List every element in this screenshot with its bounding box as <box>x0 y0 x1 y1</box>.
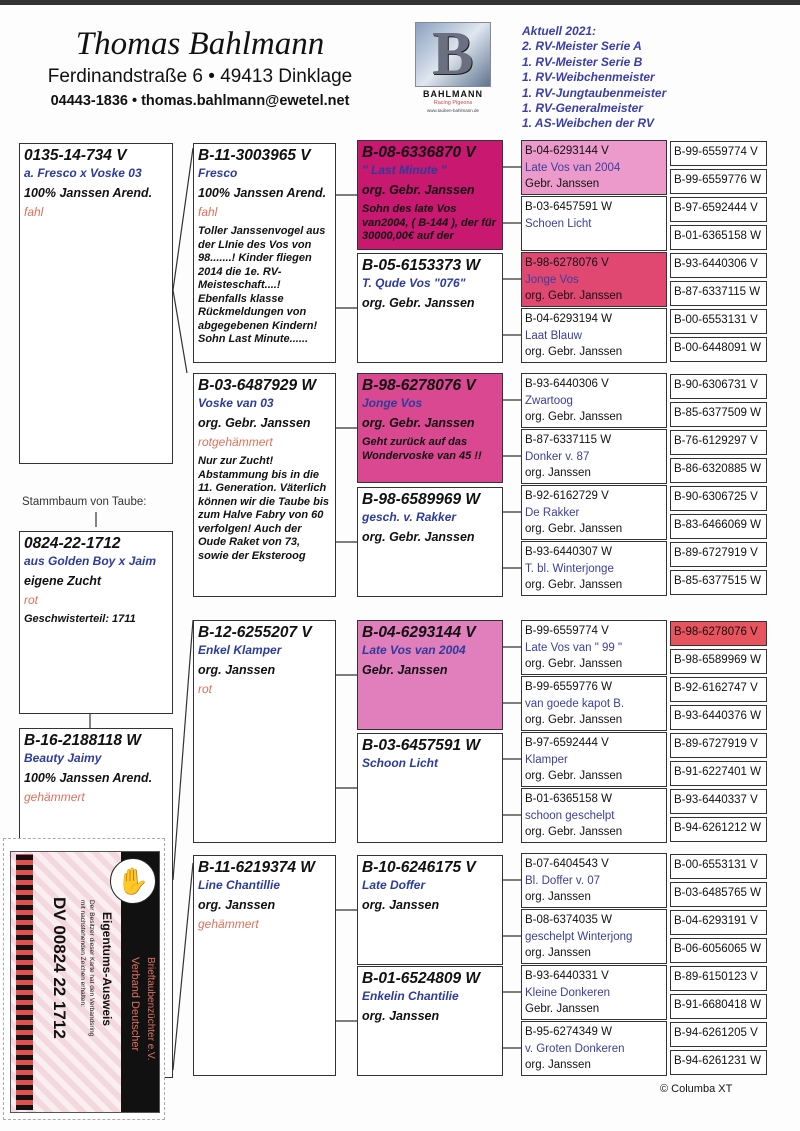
pigeon-notes: Toller Janssenvogel aus der LInie des Vos von 98.......! Kinder fliegen 2014 die 1e. RV-Meisteschaft....! Ebenfalls klasse Rückmeldungen von abgegebenen Kindern! Sohn Last Minute...... <box>198 225 326 345</box>
breeder: org. Gebr. Janssen <box>525 579 623 591</box>
ring-number: B-92-6162729 V <box>525 490 609 502</box>
plumage-color: fahl <box>24 205 44 219</box>
gen5-box: B-01-6365158 W <box>670 225 767 250</box>
ring-number: B-03-6487929 W <box>198 377 317 394</box>
ring-number: B-03-6457591 W <box>362 737 481 754</box>
ring-number: B-12-6255207 V <box>198 624 312 641</box>
award-line: Aktuell 2021: <box>522 24 597 38</box>
grandparent-box <box>193 373 336 597</box>
gen5-box: B-91-6680418 W <box>670 994 767 1019</box>
pigeon-name: Fresco <box>198 166 238 180</box>
logo-url: www.tauben-bahlmann.de <box>426 108 480 113</box>
gen5-box: B-93-6440376 W <box>670 705 767 730</box>
breeder: org. Janssen <box>525 1059 591 1071</box>
gen5-box: B-89-6150123 V <box>670 966 767 991</box>
card-seal-icon: ✋ <box>110 858 156 904</box>
grandparent-box <box>193 143 336 363</box>
gen5-box: B-98-6278076 V <box>670 621 767 646</box>
award-line: 1. RV-Weibchenmeister <box>522 70 655 85</box>
pigeon-box <box>19 531 173 714</box>
pigeon-name: v. Groten Donkeren <box>525 1042 625 1055</box>
pigeon-name: T. bl. Winterjonge <box>525 562 614 575</box>
gen5-box: B-92-6162747 V <box>670 677 767 702</box>
pigeon-name: Enkelin Chantilie <box>362 989 459 1003</box>
gen5-box: B-91-6227401 W <box>670 761 767 786</box>
ring-number: B-04-6293194 W <box>525 313 612 325</box>
pigeon-name: a. Fresco x Voske 03 <box>24 166 142 180</box>
ring-number: B-07-6404543 V <box>525 858 609 870</box>
gen5-box: B-83-6466069 W <box>670 514 767 539</box>
award-line: 1. RV-Generalmeister <box>522 101 643 116</box>
pigeon-name: Kleine Donkeren <box>525 986 611 999</box>
ring-number: B-03-6457591 W <box>525 201 612 213</box>
connector-line <box>173 148 193 290</box>
card-body <box>10 851 160 1113</box>
gen5-box: B-94-6261205 V <box>670 1022 767 1047</box>
card-ring-number: DV 00824 22 1712 <box>50 897 69 1039</box>
pigeon-name: Voske van 03 <box>198 396 274 410</box>
ring-number: 0824-22-1712 <box>24 535 121 552</box>
gen4-box <box>521 308 667 363</box>
gen5-box: B-76-6129297 V <box>670 430 767 455</box>
pigeon-notes: Nur zur Zucht! Abstammung bis in die 11. Generation. Väterlich können wir die Taube bis zum Halve Fabry von 60 verfolgen! Auch der Oude Raket von 73, sowie der Eksteroog <box>198 455 330 562</box>
gen5-box: B-06-6056065 W <box>670 938 767 963</box>
great-grandparent-box <box>357 620 503 730</box>
breeder: Gebr. Janssen <box>362 663 448 677</box>
breeder: org. Gebr. Janssen <box>525 770 623 782</box>
plumage-color: gehämmert <box>198 917 259 931</box>
gen5-box: B-94-6261212 W <box>670 817 767 842</box>
breeder: 100% Janssen Arend. <box>198 186 327 200</box>
ownership-card <box>3 838 165 1120</box>
card-org-1: Verband Deutscher <box>129 957 141 1052</box>
ring-number: B-01-6365158 W <box>525 793 612 805</box>
gen4-box <box>521 140 667 195</box>
gen4-box <box>521 196 667 251</box>
breeder: org. Gebr. Janssen <box>525 290 623 302</box>
gen5-box: B-93-6440306 V <box>670 253 767 278</box>
great-grandparent-box <box>357 855 503 965</box>
card-text-1: Der Besitzer dieser Karte hat den Verbandsring <box>88 900 95 1037</box>
ring-number: B-93-6440306 V <box>525 378 609 390</box>
logo-brand: BAHLMANN <box>423 89 483 99</box>
ring-number: B-98-6589969 W <box>362 491 481 508</box>
great-grandparent-box <box>357 373 503 483</box>
breeder: 100% Janssen Arend. <box>24 771 153 785</box>
gen4-box <box>521 1021 667 1076</box>
ring-number: B-08-6336870 V <box>362 144 476 161</box>
pigeon-name: schoon geschelpt <box>525 809 615 822</box>
pigeon-name: Donker v. 87 <box>525 450 590 463</box>
gen5-box: B-00-6448091 W <box>670 337 767 362</box>
gen4-box <box>521 373 667 428</box>
ring-number: B-93-6440331 V <box>525 970 609 982</box>
breeder: org. Gebr. Janssen <box>525 411 623 423</box>
breeder: org. Gebr. Janssen <box>362 530 475 544</box>
gen5-box: B-00-6553131 V <box>670 309 767 334</box>
great-grandparent-box <box>357 140 503 250</box>
plumage-color: rotgehämmert <box>198 435 273 449</box>
ring-number: B-99-6559776 W <box>525 681 612 693</box>
pigeon-name: Late Vos van " 99 " <box>525 641 623 654</box>
ring-number: B-87-6337115 W <box>525 434 612 446</box>
award-line: 1. RV-Jungtaubenmeister <box>522 85 667 100</box>
card-title: Eigentums-Ausweis <box>100 912 114 1027</box>
breeder-name: Thomas Bahlmann <box>75 26 325 62</box>
ring-number: B-93-6440307 W <box>525 546 612 558</box>
card-pattern-strip <box>16 854 33 1110</box>
ring-number: B-08-6374035 W <box>525 914 612 926</box>
gen4-box <box>521 620 667 675</box>
gen5-box: B-90-6306725 V <box>670 486 767 511</box>
pigeon-name: gesch. v. Rakker <box>362 510 457 524</box>
pigeon-notes: Geschwisterteil: 1711 <box>24 613 136 625</box>
gen5-box: B-85-6377509 W <box>670 402 767 427</box>
gen5-box: B-85-6377515 W <box>670 570 767 595</box>
pigeon-name: Zwartoog <box>525 394 573 407</box>
breeder: eigene Zucht <box>24 574 102 588</box>
breeder: org. Gebr. Janssen <box>525 714 623 726</box>
breeder: org. Gebr. Janssen <box>362 416 475 430</box>
plumage-color: gehämmert <box>24 790 85 804</box>
gen5-box: B-04-6293191 V <box>670 910 767 935</box>
pigeon-name: Jonge Vos <box>362 396 423 410</box>
plumage-color: rot <box>198 682 213 696</box>
gen5-box: B-00-6553131 V <box>670 854 767 879</box>
gen5-box: B-98-6589969 W <box>670 649 767 674</box>
connector-line <box>173 620 193 880</box>
grandparent-box <box>193 855 336 1076</box>
gen5-box: B-03-6485765 W <box>670 882 767 907</box>
gen4-box <box>521 252 667 307</box>
pigeon-name: Enkel Klamper <box>198 643 282 657</box>
gen5-box: B-89-6727919 V <box>670 733 767 758</box>
gen4-box <box>521 732 667 787</box>
award-line: 2. RV-Meister Serie A <box>522 39 642 54</box>
gen4-box <box>521 429 667 484</box>
pigeon-name: Schoen Licht <box>525 217 592 230</box>
pigeon-name: Laat Blauw <box>525 329 582 342</box>
pigeon-name: van goede kapot B. <box>525 697 625 710</box>
ring-number: B-11-6219374 W <box>198 859 315 876</box>
gen5-box: B-94-6261231 W <box>670 1050 767 1075</box>
ring-number: B-98-6278076 V <box>362 377 476 394</box>
gen4-box <box>521 541 667 596</box>
breeder: org. Janssen <box>525 467 591 479</box>
great-grandparent-box <box>357 966 503 1076</box>
connector-line <box>173 290 187 373</box>
breeder: org. Gebr. Janssen <box>525 523 623 535</box>
gen5-box: B-90-6306731 V <box>670 374 767 399</box>
pigeon-name: Late Vos van 2004 <box>362 643 466 657</box>
gen4-box <box>521 676 667 731</box>
breeder: org. Janssen <box>525 947 591 959</box>
breeder: org. Janssen <box>198 898 276 912</box>
breeder: Gebr. Janssen <box>525 178 600 190</box>
gen5-box: B-97-6592444 V <box>670 197 767 222</box>
gen4-box <box>521 485 667 540</box>
logo-letter: B <box>432 22 474 87</box>
gen5-box: B-89-6727919 V <box>670 542 767 567</box>
gen5-box: B-86-6320885 W <box>670 458 767 483</box>
pigeon-notes: Geht zurück auf das Wondervoske van 45 !! <box>362 436 482 462</box>
breeder: org. Gebr. Janssen <box>198 416 311 430</box>
breeder: Gebr. Janssen <box>525 1003 600 1015</box>
pigeon-name: Late Doffer <box>362 878 426 892</box>
ring-number: B-10-6246175 V <box>362 859 476 876</box>
great-grandparent-box <box>357 733 503 843</box>
pigeon-name: Beauty Jaimy <box>24 751 102 765</box>
grandparent-box <box>193 620 336 843</box>
ring-number: B-16-2188118 W <box>24 732 141 749</box>
gen5-box: B-93-6440337 V <box>670 789 767 814</box>
gen4-box <box>521 965 667 1020</box>
gen5-box: B-99-6559776 W <box>670 169 767 194</box>
ring-number: B-05-6153373 W <box>362 257 481 274</box>
gen5-box: B-99-6559774 V <box>670 141 767 166</box>
breeder: org. Janssen <box>362 1009 440 1023</box>
breeder: org. Gebr. Janssen <box>525 658 623 670</box>
ring-number: B-01-6524809 W <box>362 970 481 987</box>
breeder: org. Gebr. Janssen <box>362 183 475 197</box>
breeder: org. Janssen <box>525 891 591 903</box>
breeder-address: Ferdinandstraße 6 • 49413 Dinklage <box>47 66 353 87</box>
breeder: org. Gebr. Janssen <box>362 296 475 310</box>
pigeon-name: aus Golden Boy x Jaim <box>24 554 157 568</box>
ring-number: B-98-6278076 V <box>525 257 609 269</box>
gen4-box <box>521 853 667 908</box>
plumage-color: rot <box>24 593 39 607</box>
pigeon-name: Line Chantillie <box>198 878 281 892</box>
pigeon-name: De Rakker <box>525 506 580 519</box>
breeder-contact: 04443-1836 • thomas.bahlmann@ewetel.net <box>50 93 350 109</box>
card-org-2: Brieftaubenzüchter e.V. <box>145 957 156 1061</box>
ring-number: B-04-6293144 V <box>525 145 609 157</box>
pigeon-name: geschelpt Winterjong <box>525 930 633 943</box>
ring-number: B-97-6592444 V <box>525 737 609 749</box>
breeder: org. Gebr. Janssen <box>525 346 623 358</box>
ring-number: B-99-6559774 V <box>525 625 609 637</box>
great-grandparent-box <box>357 253 503 363</box>
pigeon-name: Jonge Vos <box>525 273 579 286</box>
pigeon-name: Bl. Doffer v. 07 <box>525 874 600 887</box>
breeder: 100% Janssen Arend. <box>24 186 153 200</box>
pigeon-name: Schoon Licht <box>362 756 438 770</box>
pigeon-name: T. Qude Vos "076" <box>362 276 466 290</box>
award-line: 1. RV-Meister Serie B <box>522 54 643 69</box>
great-grandparent-box <box>357 487 503 597</box>
pigeon-name: " Last Minute " <box>362 163 447 177</box>
ring-number: B-04-6293144 V <box>362 624 476 641</box>
gen5-box: B-87-6337115 W <box>670 281 767 306</box>
pigeon-name: Klamper <box>525 753 568 766</box>
logo-tagline: Racing Pigeons <box>433 100 473 106</box>
ring-number: B-95-6274349 W <box>525 1026 612 1038</box>
pigeon-name: Late Vos van 2004 <box>525 161 621 174</box>
plumage-color: fahl <box>198 205 218 219</box>
pigeon-notes: Sohn des late Vos van2004, ( B-144 ), der für 30000,00€ auf der <box>362 203 496 242</box>
ring-number: 0135-14-734 V <box>24 147 127 164</box>
breeder: org. Janssen <box>362 898 440 912</box>
card-text-2: mit nachstehenden Zeichen erhalten: <box>79 900 86 1007</box>
connector-line <box>173 863 193 1070</box>
pedigree-label: Stammbaum von Taube: <box>22 496 147 508</box>
breeder: org. Janssen <box>198 663 276 677</box>
software-credit: © Columba XT <box>660 1083 733 1095</box>
ring-number: B-11-3003965 V <box>198 147 311 164</box>
breeder: org. Gebr. Janssen <box>525 826 623 838</box>
gen4-box <box>521 788 667 843</box>
sire-box <box>19 143 173 464</box>
gen4-box <box>521 909 667 964</box>
award-line: 1. AS-Weibchen der RV <box>522 116 655 131</box>
